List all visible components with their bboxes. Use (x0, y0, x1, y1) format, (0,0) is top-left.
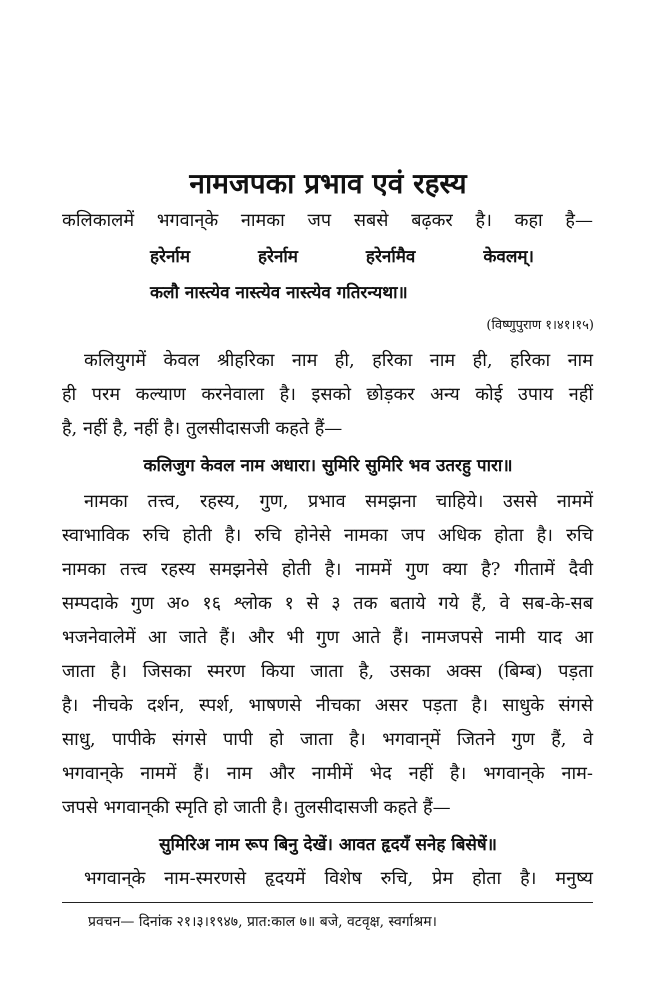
intro-line: कलिकालमें भगवान्‌के नामका जप सबसे बढ़कर है। कहा है— (62, 210, 593, 231)
paragraph-2-line: जपसे भगवान्‌की स्मृति हो जाती है। तुलसीदासजी कहते हैं— (62, 797, 451, 818)
paragraph-1-line: ही परम कल्याण करनेवाला है। इसको छोड़कर अन्य कोई उपाय नहीं (62, 384, 593, 405)
paragraph-2-line: जाता है। जिसका स्मरण किया जाता है, उसका अक्स (बिम्ब) पड़ता (62, 661, 593, 682)
paragraph-2-line: नामका तत्त्व रहस्य समझनेसे होती है। नाममें गुण क्या है? गीतामें दैवी (62, 559, 593, 580)
verse-3: सुमिरिअ नाम रूप बिनु देखें। आवत हृदयँ सनेह बिसेषें॥ (159, 835, 497, 855)
verse-1-line-2: कलौ नास्त्येव नास्त्येव नास्त्येव गतिरन्यथा॥ (150, 283, 408, 303)
paragraph-2-line: स्वाभाविक रुचि होती है। रुचि होनेसे नामका जप अधिक होता है। रुचि (62, 525, 593, 546)
footnote: प्रवचन— दिनांक २१।३।१९४७, प्रात:काल ७॥ बजे, वटवृक्ष, स्वर्गाश्रम। (88, 914, 437, 930)
paragraph-2-line: भगवान्‌के नाममें हैं। नाम और नामीमें भेद नहीं है। भगवान्‌के नाम- (62, 763, 593, 784)
verse-1-line-1: हरेर्नाम हरेर्नाम हरेर्नामैव केवलम्। (150, 247, 534, 267)
verse-1-reference: (विष्णुपुराण १।४१।१५) (486, 318, 594, 333)
paragraph-2-line: नामका तत्त्व, रहस्य, गुण, प्रभाव समझना चाहिये। उससे नाममें (84, 491, 593, 512)
paragraph-2-line: भजनेवालेमें आ जाते हैं। और भी गुण आते हैं। नामजपसे नामी याद आ (62, 627, 593, 648)
paragraph-2-line: साधु, पापीके संगसे पापी हो जाता है। भगवान्‌में जितने गुण हैं, वे (62, 729, 593, 750)
footnote-divider (62, 902, 593, 903)
paragraph-2-line: है। नीचके दर्शन, स्पर्श, भाषणसे नीचका असर पड़ता है। साधुके संगसे (62, 695, 593, 716)
verse-2: कलिजुग केवल नाम अधारा। सुमिरि सुमिरि भव उतरहु पारा॥ (143, 456, 513, 476)
paragraph-3-line: भगवान्‌के नाम-स्मरणसे हृदयमें विशेष रुचि, प्रेम होता है। मनुष्य (84, 868, 593, 889)
page-title: नामजपका प्रभाव एवं रहस्य (189, 167, 467, 200)
paragraph-2-line: सम्पदाके गुण अ० १६ श्लोक १ से ३ तक बताये गये हैं, वे सब-के-सब (62, 593, 593, 614)
paragraph-1-line: कलियुगमें केवल श्रीहरिका नाम ही, हरिका नाम ही, हरिका नाम (84, 350, 593, 371)
paragraph-1-line: है, नहीं है, नहीं है। तुलसीदासजी कहते हैं— (62, 418, 343, 439)
